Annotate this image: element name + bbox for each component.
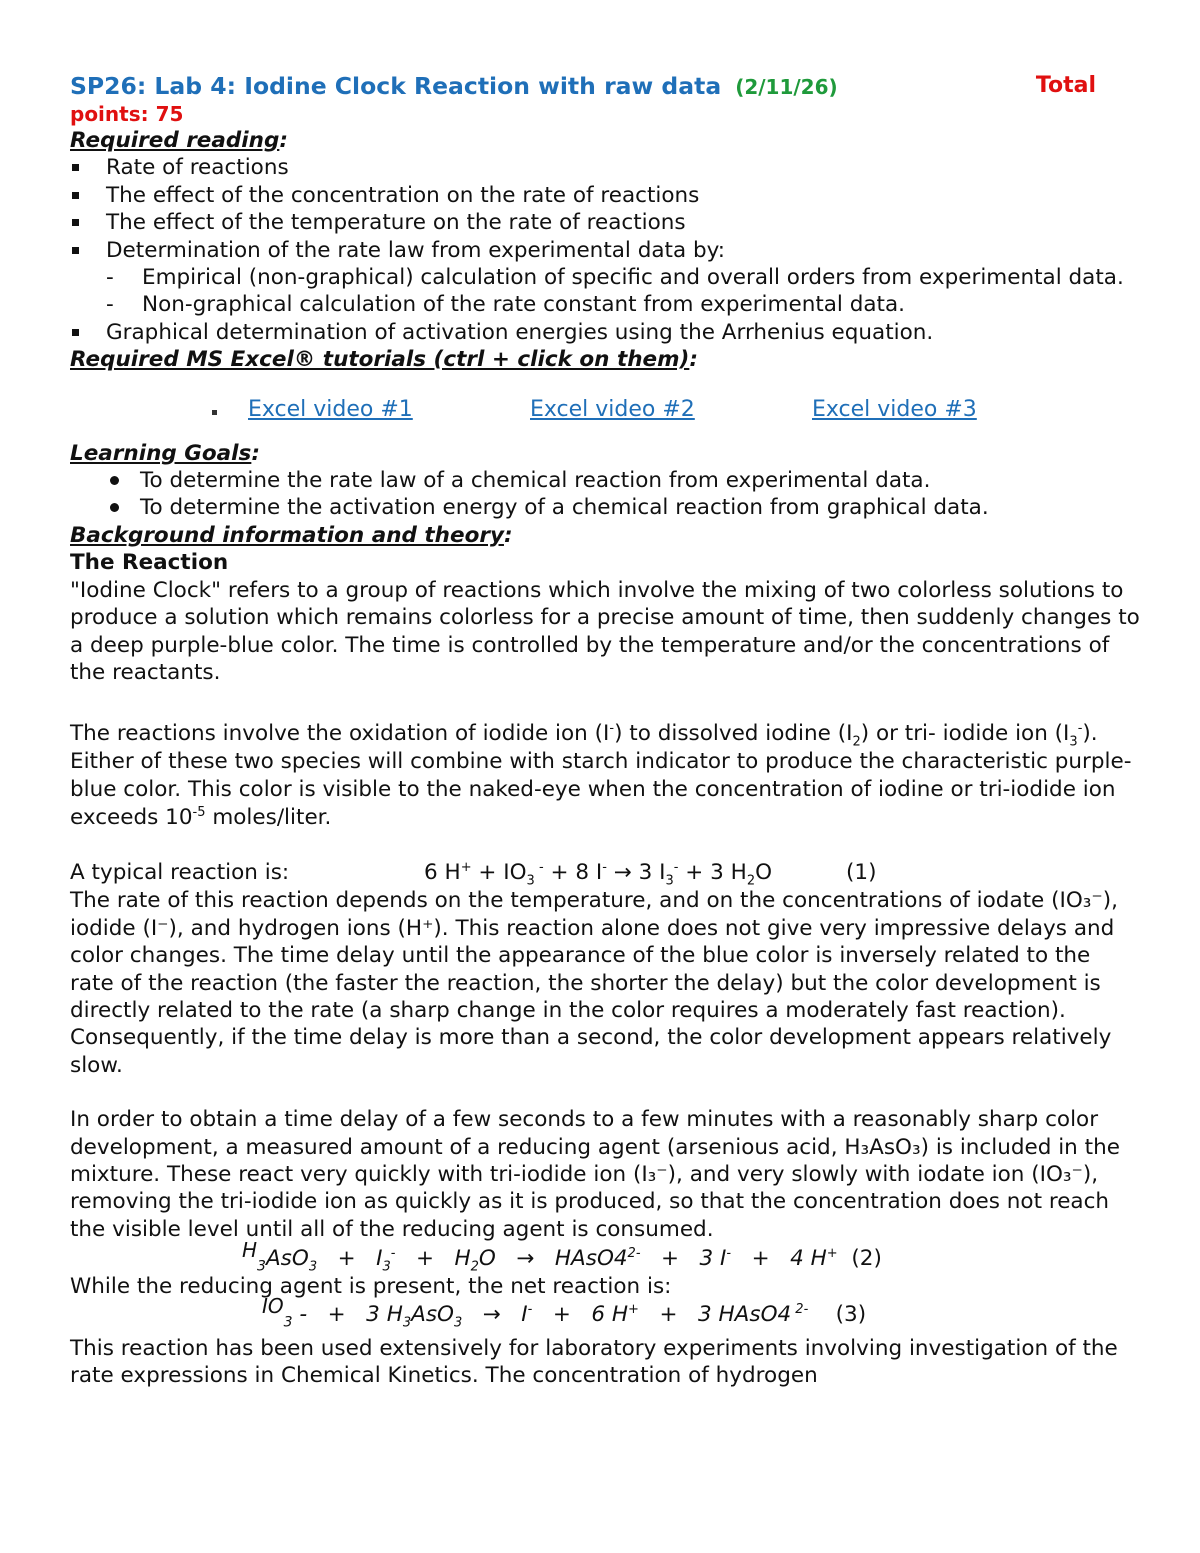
- square-bullet-icon: [212, 410, 217, 415]
- total-label: Total: [1035, 73, 1096, 98]
- equation-2: $^H_3AsO_3 + I_3^- + H_2O$ → $HAsO4^{2-} + 3$ I- + 4 H+ (2): [242, 1238, 882, 1275]
- bullet-icon: [110, 476, 119, 485]
- paragraph: While the reducing agent is present, the net reaction is:: [70, 1274, 672, 1300]
- excel-video-3-link[interactable]: Excel video #3: [812, 396, 977, 422]
- title-date: (2/11/26): [735, 75, 838, 99]
- excel-video-2-link[interactable]: Excel video #2: [530, 396, 695, 422]
- learning-goals-heading: Learning Goals:: [70, 440, 260, 466]
- square-bullet-icon: [72, 247, 79, 254]
- section-subheading: The Reaction: [70, 550, 229, 576]
- required-reading-sublist: [70, 264, 1140, 319]
- square-bullet-icon: [72, 219, 79, 226]
- paragraph: The rate of this reaction depends on the temperature, and on the concentrations of iodate (IO₃⁻), iodide (I⁻), and hydrogen ions (H⁺). This reaction alone does not give very impressive delays and color changes. The time delay until the appearance of the blue color is inversely related to the rate of the reaction (the faster the reaction, the shorter the delay) but the color development is directly related to the rate (a sharp change in the color requires a moderately fast reaction). Consequently, if the time delay is more than a second, the color development appears relatively slow.: [70, 888, 1118, 1078]
- equation-number: (1): [846, 860, 877, 886]
- paragraph: This reaction has been used extensively for laboratory experiments involving investigation of the rate expressions in Chemical Kinetics. The concentration of hydrogen: [70, 1335, 1118, 1388]
- list-item: Rate of reactions: [70, 154, 1140, 181]
- required-reading-list-end: [70, 319, 1140, 346]
- list-item: The effect of the concentration on the rate of reactions: [70, 182, 1140, 209]
- total-points: points: 75: [70, 102, 184, 126]
- paragraph: In order to obtain a time delay of a few seconds to a few minutes with a reasonably sharp color development, a measured amount of a reducing agent (arsenious acid, H₃AsO₃) is included in the mixture. These react very quickly with tri-iodide ion (I₃⁻), and very slowly with iodate ion (IO₃⁻), removing the tri-iodide ion as quickly as it is produced, so that the concentration does not reach the visible level until all of the reducing agent is consumed.: [70, 1107, 1120, 1242]
- list-item: To determine the activation energy of a chemical reaction from graphical data.: [70, 494, 1140, 521]
- document-page: [70, 72, 1140, 1389]
- list-item: To determine the rate law of a chemical reaction from experimental data.: [70, 467, 1140, 494]
- equation-3-line: [70, 1293, 1140, 1335]
- excel-video-1-link[interactable]: Excel video #1: [248, 396, 413, 422]
- square-bullet-icon: [72, 192, 79, 199]
- square-bullet-icon: [72, 329, 79, 336]
- list-item: - Empirical (non-graphical) calculation of specific and overall orders from experimental data.: [106, 265, 1124, 291]
- list-item: Graphical determination of activation energies using the Arrhenius equation.: [70, 319, 1140, 346]
- equation-number: (3): [835, 1301, 867, 1327]
- equation-number: (2): [851, 1246, 882, 1272]
- bullet-icon: [110, 503, 119, 512]
- document-title: [70, 72, 1140, 101]
- title-text: SP26: Lab 4: Iodine Clock Reaction with raw data: [70, 72, 722, 100]
- list-item: The effect of the temperature on the rate of reactions: [70, 209, 1140, 236]
- equation-1-line: [70, 859, 1140, 887]
- equation-label: A typical reaction is:: [70, 860, 290, 886]
- list-item: - Non-graphical calculation of the rate constant from experimental data.: [106, 292, 905, 318]
- equation-2-line: [70, 1238, 1140, 1275]
- excel-tutorials-heading: Required MS Excel® tutorials (ctrl + click on them):: [70, 347, 698, 373]
- equation-3: $^{IO}_3$ - + 3 $H_3AsO_3 \to I^- + 6$ H+ + 3 HAsO4 $^{2-}$ (3): [262, 1293, 867, 1330]
- square-bullet-icon: [72, 164, 79, 171]
- background-heading: Background information and theory:: [70, 522, 513, 548]
- required-reading-heading: Required reading:: [70, 128, 288, 153]
- required-reading-list: [70, 154, 1140, 264]
- paragraph: "Iodine Clock" refers to a group of reactions which involve the mixing of two colorless solutions to produce a solution which remains colorless for a precise amount of time, then suddenly changes to a deep purple-blue color. The time is controlled by the temperature and/or the concentrations of the reactants.: [70, 577, 1140, 685]
- excel-links-row: [70, 396, 1140, 432]
- paragraph: The reactions involve the oxidation of iodide ion (I-) to dissolved iodine $(I_2)$ or tri- iodide ion $(I_3^-)$. Either of these two species will combine with starch indicator to produce the characteristic purple-blue color. This color is visible to the naked-eye when the concentration of iodine or tri-iodide ion exceeds $10^{-5}$ moles/liter.: [70, 721, 1132, 831]
- equation-1: 6 $H^+ + IO_3$ - + 8 I- → 3 $I_3^- + 3$ $H_2O$: [424, 860, 773, 889]
- list-item: Determination of the rate law from experimental data by:: [70, 237, 1140, 264]
- learning-goals-list: [70, 467, 1140, 522]
